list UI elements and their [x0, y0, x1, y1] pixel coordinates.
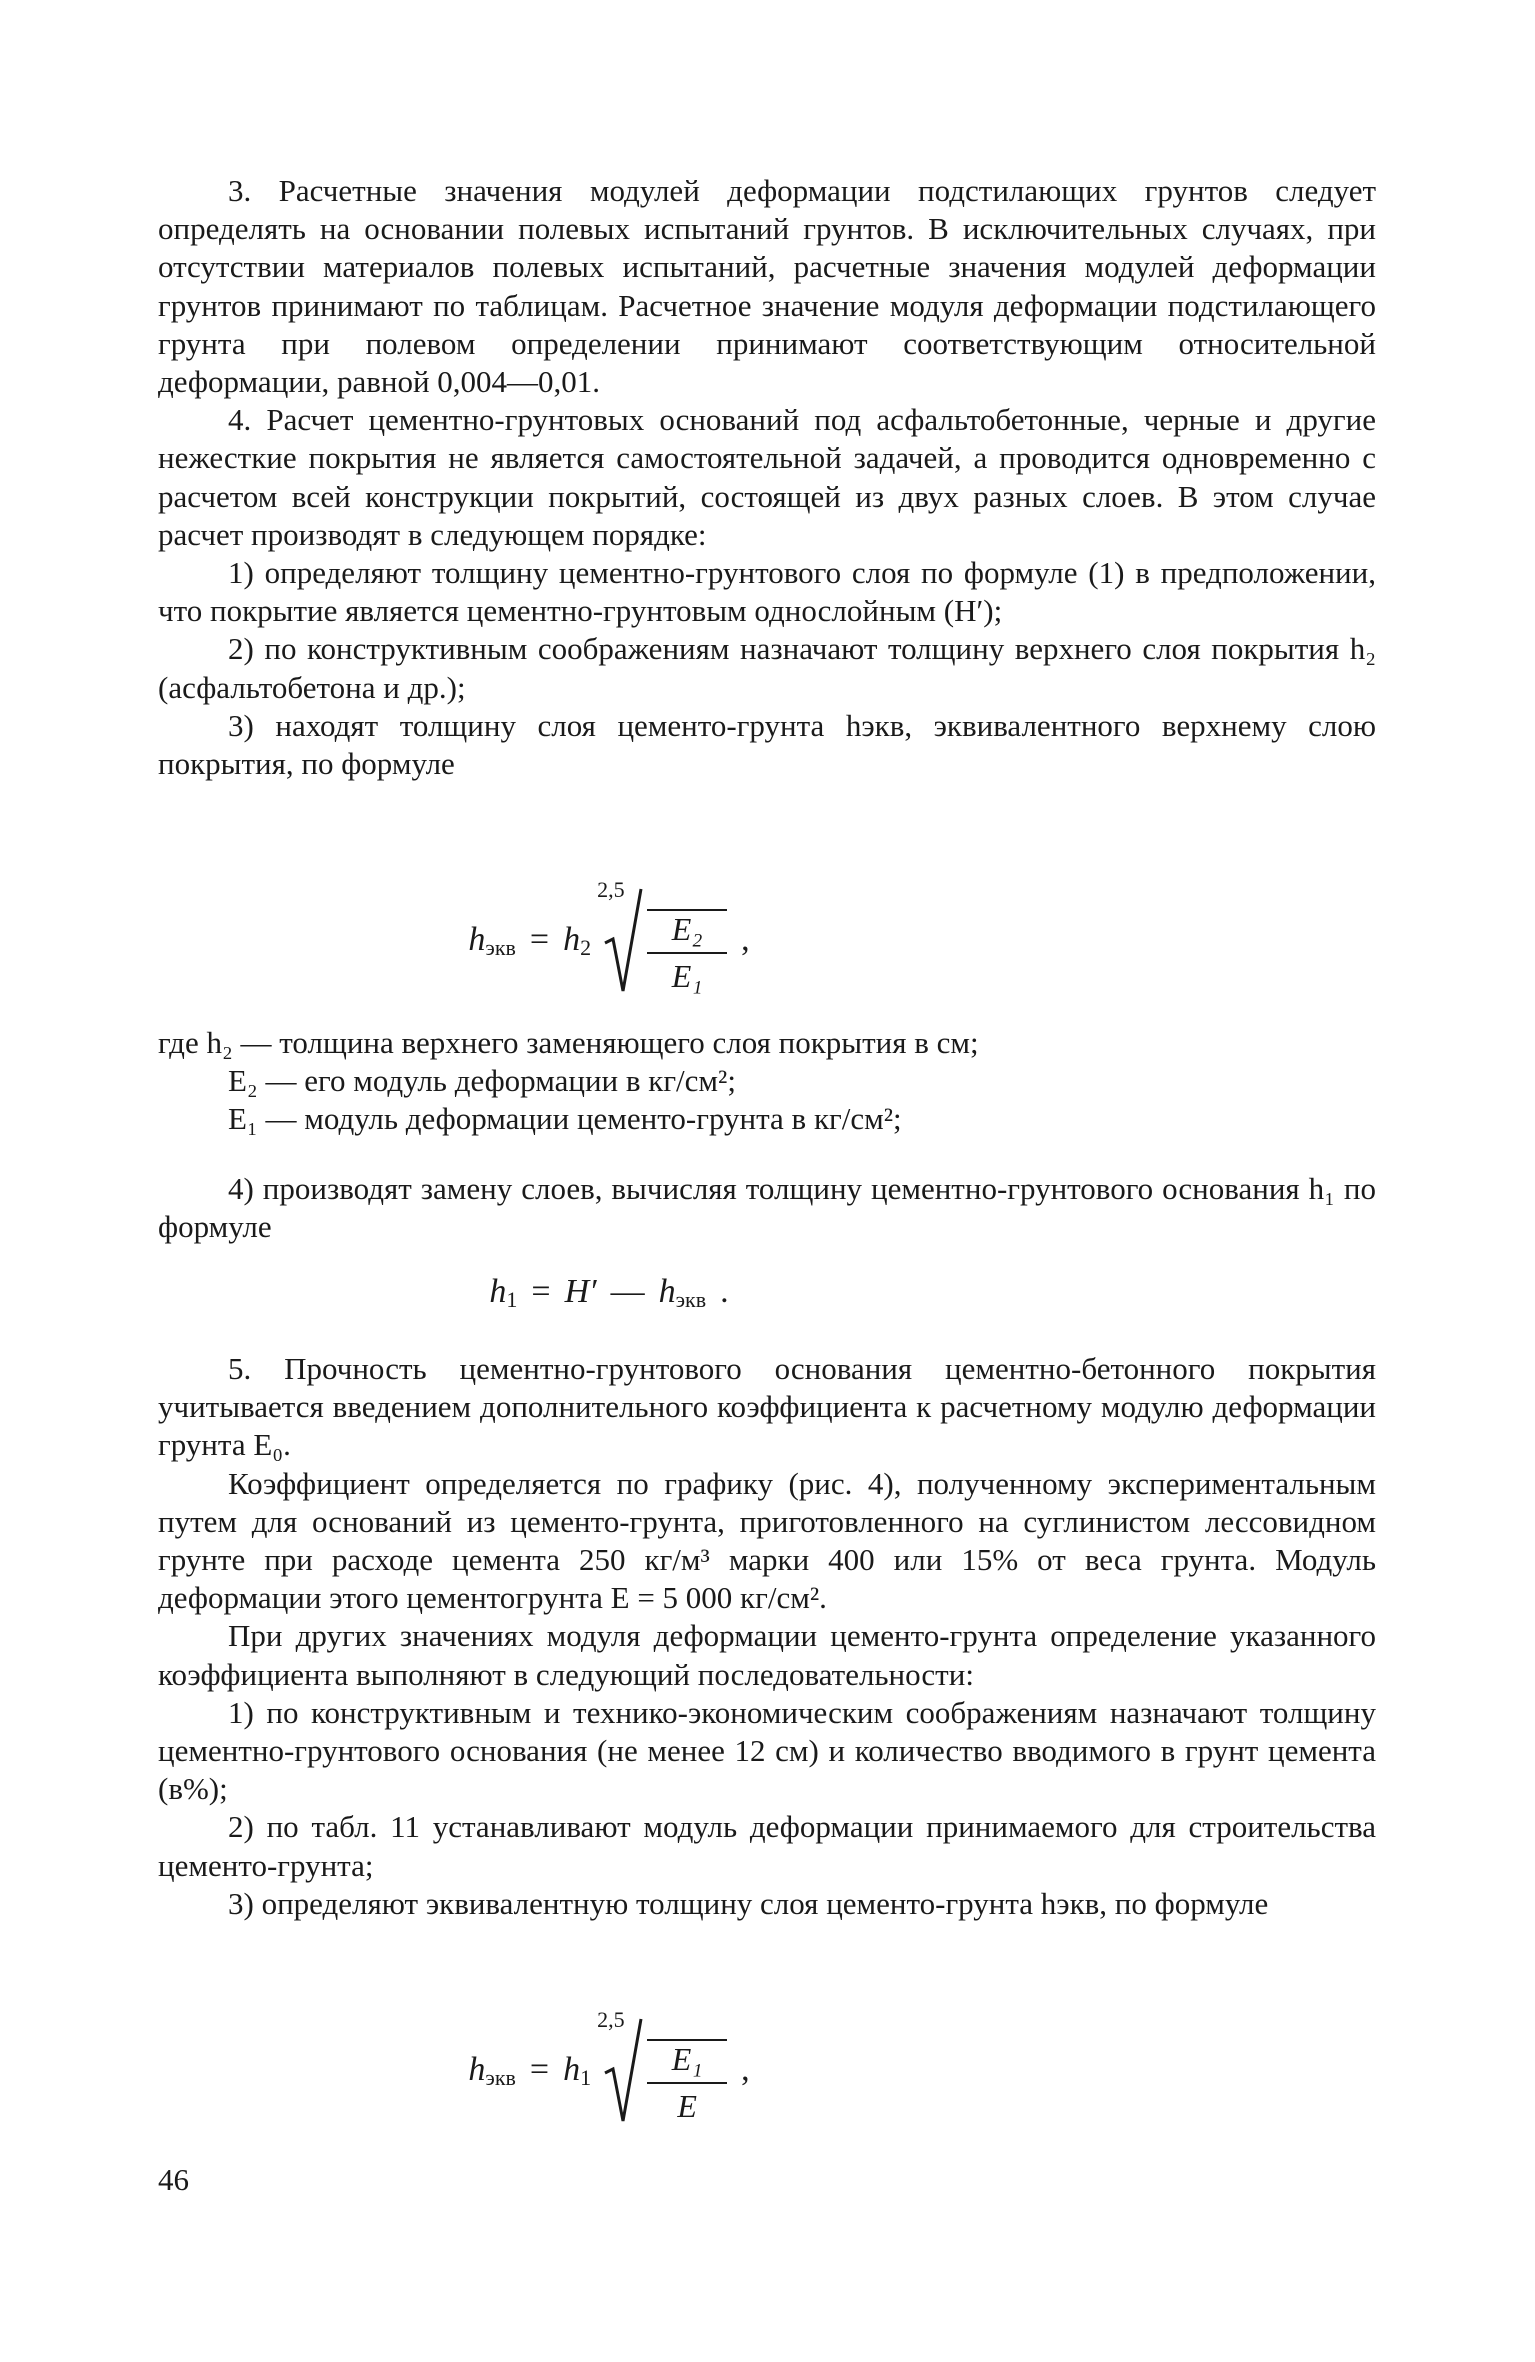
formula3-denominator: E	[677, 2088, 697, 2124]
formula3-radical	[597, 2007, 727, 2125]
formula2-term: H′	[564, 1273, 597, 1310]
page-number: 46	[158, 2162, 189, 2197]
formula2-lhs: h	[489, 1273, 507, 1310]
formula1-tail: ,	[741, 921, 750, 958]
formula3-numerator: E₁	[671, 2041, 703, 2077]
formula3-fraction	[647, 2039, 727, 2125]
where-line-2: E₂ — его модуль деформации в кг/см²;	[228, 1063, 736, 1099]
fraction-bar	[647, 952, 727, 954]
list-item-2: 2) по конструктивным соображениям назначают толщину верхнего слоя покрытия h₂ (асфальтобетона и др.);	[158, 631, 1376, 705]
paragraph-other-values: При других значениях модуля деформации цементо-грунта определение указанного коэффициента выполняют в следующий последовательности:	[158, 1618, 1376, 1692]
paragraph-5: 5. Прочность цементно-грунтового основания цементно-бетонного покрытия учитывается введением дополнительного коэффициента к расчетному модулю деформации грунта E₀.	[158, 1351, 1376, 1463]
list-item-4: 4) производят замену слоев, вычисляя толщину цементно-грунтового основания h₁ по формуле	[158, 1171, 1376, 1245]
fraction-bar	[647, 2082, 727, 2084]
text-block-bottom	[158, 1350, 1376, 1923]
formula2-minus: —	[610, 1273, 645, 1310]
formula1-numerator: E₂	[671, 911, 703, 947]
formula-equivalent-thickness	[0, 877, 1218, 1000]
formula1-equals: =	[529, 921, 550, 958]
where-line-3: E₁ — модуль деформации цементо-грунта в кг/см²;	[228, 1101, 902, 1137]
where-line-1: где h₂ — толщина верхнего заменяющего слоя покрытия в см;	[158, 1025, 979, 1060]
where-block	[158, 1024, 1376, 1139]
formula3-tail: ,	[741, 2051, 750, 2088]
formula3-lhs: h	[468, 2051, 486, 2088]
formula3-coef: h	[563, 2051, 581, 2088]
formula1-denominator: E₁	[671, 958, 703, 994]
formula3-equals: =	[529, 2051, 550, 2088]
text-block-top	[158, 172, 1376, 783]
formula1-coef: h	[563, 921, 581, 958]
paragraph-4: 4. Расчет цементно-грунтовых оснований под асфальтобетонные, черные и другие нежесткие покрытия не является самостоятельной задачей, а проводится одновременно с расчетом всей конструкции покрытий, состоящей из двух разных слоев. В этом случае расчет производят в следующем порядке:	[158, 402, 1376, 552]
formula3-root-index: 2,5	[597, 2007, 625, 2032]
formula2-rhs-sub: экв	[675, 1287, 707, 1312]
text-block-mid	[158, 1170, 1376, 1246]
paragraph-coefficient: Коэффициент определяется по графику (рис. 4), полученному экспериментальным путем для оснований из цементо-грунта, приготовленного на суглинистом лессовидном грунте при расходе цемента 250 кг/м³ марки 400 или 15% от веса грунта. Модуль деформации этого цементогрунта E = 5 000 кг/см².	[158, 1465, 1376, 1616]
formula1-root-index: 2,5	[597, 877, 625, 902]
formula1-fraction	[647, 909, 727, 995]
list-item-1: 1) определяют толщину цементно-грунтового слоя по формуле (1) в предположении, что покрытие является цементно-грунтовым однослойным (H′);	[158, 555, 1376, 629]
formula3-lhs-sub: экв	[485, 2065, 516, 2090]
formula2-equals: =	[531, 1273, 551, 1310]
formula1-coef-sub: 2	[580, 935, 592, 960]
list-item-3: 3) находят толщину слоя цементо-грунта hэкв, эквивалентного верхнему слою покрытия, по формуле	[158, 707, 1376, 782]
formula2-lhs-sub: 1	[506, 1287, 518, 1312]
paragraph-3: 3. Расчетные значения модулей деформации подстилающих грунтов следует определять на основании полевых испытаний грунтов. В исключительных случаях, при отсутствии материалов полевых испытаний, расчетные значения модулей деформации грунтов принимают по таблицам. Расчетное значение модуля деформации подстилающего грунта при полевом определении принимают соответствующим относительной деформации, равной 0,004—0,01.	[158, 173, 1376, 400]
list-item-b2: 2) по табл. 11 устанавливают модуль деформации принимаемого для строительства цементо-грунта;	[158, 1809, 1376, 1883]
formula1-lhs-sub: экв	[485, 935, 516, 960]
list-item-b3: 3) определяют эквивалентную толщину слоя цементо-грунта hэкв, по формуле	[228, 1885, 1269, 1921]
formula-equivalent-thickness-2	[0, 2007, 1218, 2130]
formula3-coef-sub: 1	[580, 2065, 592, 2090]
formula-base-thickness	[0, 1262, 1218, 1322]
formula2-tail: .	[720, 1273, 729, 1310]
formula2-rhs: h	[658, 1273, 676, 1310]
formula1-radical	[597, 877, 727, 995]
formula1-lhs: h	[468, 921, 486, 958]
list-item-b1: 1) по конструктивным и технико-экономическим соображениям назначают толщину цементно-грунтового основания (не менее 12 см) и количество вводимого в грунт цемента (в%);	[158, 1694, 1376, 1807]
